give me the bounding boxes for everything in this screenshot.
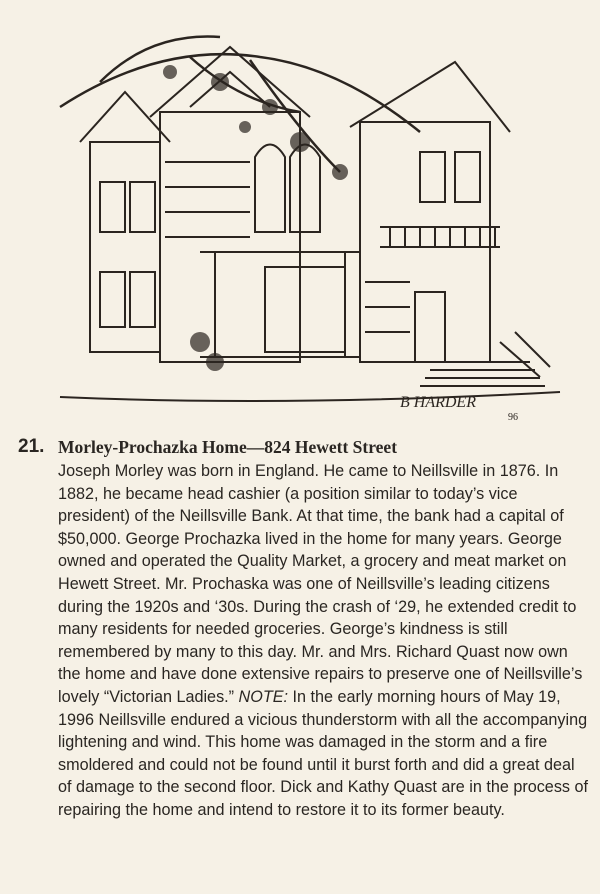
entry-paragraph [58, 460, 590, 822]
entry-number: 21. [18, 436, 45, 457]
house-illustration [40, 12, 570, 422]
illustrator-signature: B HARDER [400, 394, 476, 411]
body-text-part1: Joseph Morley was born in England. He came to Neillsville in 1876. In 1882, he became head cashier (a position similar to today’s vice president) of the Neillsville Bank. At that time, the bank had a capital of $50,000. George Prochazka lived in the home for many years. George owned and operated the Quality Market, a grocery and meat market on Hewett Street. Mr. Prochaska was one of Neillsville’s leading citizens during the 1920s and ‘30s. During the crash of ‘29, he extended credit to many residents for needed groceries. George’s kindness is still remembered by many to this day. Mr. and Mrs. Richard Quast now own the home and have done extensive repairs to preserve one of Neillsville’s lovely “Victorian Ladies.” [58, 462, 583, 706]
signature-year: 96 [508, 412, 518, 422]
ground-line [60, 392, 560, 401]
entry-title: Morley-Prochazka Home—824 Hewett Street [58, 437, 398, 457]
body-text-part2: In the early morning hours of May 19, 1996 Neillsville endured a vicious thunderstorm with all the accompanying lightening and wind. This home was damaged in the storm and a fire smoldered and could not be found until it burst forth and did a great deal of damage to the second floor. Dick and Kathy Quast are in the process of repairing the home and intend to restore it to its former beauty. [58, 687, 588, 819]
entry-body [58, 460, 590, 822]
note-label: NOTE: [238, 687, 289, 706]
